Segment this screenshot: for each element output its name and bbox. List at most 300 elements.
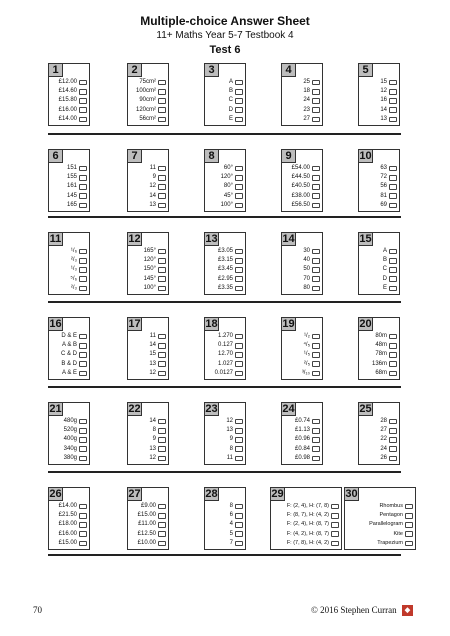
option-label: 27 [303, 115, 310, 122]
option-label: 14 [149, 342, 156, 349]
answer-bubble[interactable] [158, 193, 166, 199]
answer-bubble[interactable] [235, 541, 243, 547]
answer-bubble[interactable] [312, 89, 320, 95]
answer-bubble[interactable] [389, 184, 397, 190]
answer-bubble[interactable] [235, 531, 243, 537]
answer-bubble[interactable] [405, 513, 413, 519]
answer-bubble[interactable] [158, 334, 166, 340]
answer-bubble[interactable] [158, 107, 166, 113]
answer-options [207, 332, 243, 378]
answer-bubble[interactable] [235, 166, 243, 172]
answer-bubble[interactable] [312, 456, 320, 462]
answer-bubble[interactable] [79, 193, 87, 199]
option-label: 24 [303, 97, 310, 104]
answer-bubble[interactable] [235, 504, 243, 510]
question-number: 30 [345, 488, 358, 500]
answer-bubble[interactable] [79, 184, 87, 190]
option-label: 13 [149, 445, 156, 452]
answer-option [361, 350, 397, 359]
answer-option [361, 417, 397, 426]
question-box [270, 487, 342, 550]
answer-option [207, 182, 243, 191]
answer-bubble[interactable] [79, 352, 87, 358]
answer-bubble[interactable] [389, 166, 397, 172]
answer-option [51, 341, 87, 350]
question-number: 21 [49, 403, 62, 415]
answer-bubble[interactable] [312, 117, 320, 123]
option-label: 100° [143, 284, 156, 291]
answer-option [130, 247, 166, 256]
option-label: 520g [63, 427, 77, 434]
answer-option [130, 275, 166, 284]
answer-bubble[interactable] [79, 80, 87, 86]
answer-bubble[interactable] [389, 361, 397, 367]
option-label: 25 [303, 79, 310, 86]
answer-bubble[interactable] [312, 286, 320, 292]
answer-bubble[interactable] [312, 107, 320, 113]
option-label: B & D [61, 360, 77, 367]
answer-bubble[interactable] [158, 276, 166, 282]
answer-option [361, 115, 397, 124]
answer-bubble[interactable] [79, 446, 87, 452]
answer-bubble[interactable] [235, 117, 243, 123]
option-label: 81 [380, 192, 387, 199]
answer-option [207, 426, 243, 435]
answer-options [284, 332, 320, 378]
answer-bubble[interactable] [158, 267, 166, 273]
option-label: 56cm² [139, 115, 156, 122]
question-box [48, 63, 90, 126]
answer-bubble[interactable] [312, 361, 320, 367]
answer-bubble[interactable] [235, 446, 243, 452]
option-label: £10.00 [137, 539, 156, 546]
answer-bubble[interactable] [331, 531, 339, 537]
answer-option [130, 96, 166, 105]
answer-bubble[interactable] [235, 428, 243, 434]
answer-option [284, 115, 320, 124]
option-label: 22 [380, 436, 387, 443]
answer-bubble[interactable] [79, 276, 87, 282]
answer-bubble[interactable] [235, 107, 243, 113]
option-label: 90cm² [139, 97, 156, 104]
answer-option [347, 520, 413, 529]
answer-bubble[interactable] [158, 446, 166, 452]
answer-bubble[interactable] [158, 249, 166, 255]
answer-bubble[interactable] [235, 352, 243, 358]
answer-bubble[interactable] [79, 513, 87, 519]
answer-bubble[interactable] [389, 276, 397, 282]
option-label: 15 [380, 79, 387, 86]
answer-bubble[interactable] [312, 249, 320, 255]
question-number: 6 [48, 149, 63, 163]
answer-bubble[interactable] [158, 541, 166, 547]
answer-bubble[interactable] [158, 522, 166, 528]
option-label: 8 [229, 445, 233, 452]
option-label: 6 [229, 512, 233, 519]
answer-bubble[interactable] [235, 184, 243, 190]
answer-bubble[interactable] [79, 267, 87, 273]
answer-bubble[interactable] [79, 437, 87, 443]
answer-option [207, 511, 243, 520]
answer-bubble[interactable] [312, 419, 320, 425]
answer-option [51, 539, 87, 548]
answer-bubble[interactable] [312, 276, 320, 282]
answer-bubble[interactable] [331, 504, 339, 510]
answer-bubble[interactable] [235, 456, 243, 462]
option-label: F: (8, 7), H: (4, 2) [286, 512, 329, 519]
option-label: £14.00 [58, 115, 77, 122]
option-label: 80° [223, 183, 233, 190]
answer-bubble[interactable] [158, 531, 166, 537]
answer-bubble[interactable] [79, 175, 87, 181]
answer-bubble[interactable] [79, 419, 87, 425]
question-number: 28 [205, 488, 218, 500]
sheet-subtitle: 11+ Maths Year 5-7 Testbook 4 [156, 30, 294, 41]
option-label: 80 [303, 284, 310, 291]
answer-bubble[interactable] [158, 184, 166, 190]
question-box [204, 232, 246, 295]
answer-bubble[interactable] [79, 89, 87, 95]
answer-bubble[interactable] [389, 203, 397, 209]
answer-option [361, 445, 397, 454]
question-number: 23 [205, 403, 218, 415]
answer-options [207, 78, 243, 124]
option-label: 9 [229, 436, 233, 443]
answer-option [130, 256, 166, 265]
answer-bubble[interactable] [158, 361, 166, 367]
answer-option [51, 511, 87, 520]
answer-bubble[interactable] [389, 175, 397, 181]
answer-bubble[interactable] [389, 352, 397, 358]
option-label: 100cm² [135, 88, 156, 95]
answer-bubble[interactable] [158, 258, 166, 264]
answer-option [361, 369, 397, 378]
answer-bubble[interactable] [312, 175, 320, 181]
option-label: £15.00 [137, 512, 156, 519]
answer-bubble[interactable] [79, 428, 87, 434]
answer-option [130, 511, 166, 520]
option-label: D & E [61, 333, 77, 340]
answer-bubble[interactable] [79, 98, 87, 104]
answer-bubble[interactable] [405, 531, 413, 537]
answer-bubble[interactable] [389, 334, 397, 340]
answer-bubble[interactable] [389, 428, 397, 434]
option-label: £40.50 [291, 183, 310, 190]
option-label: 13 [149, 201, 156, 208]
answer-option [130, 341, 166, 350]
answer-bubble[interactable] [79, 504, 87, 510]
option-label: 155 [66, 174, 77, 181]
answer-bubble[interactable] [158, 437, 166, 443]
answer-bubble[interactable] [312, 428, 320, 434]
answer-options [284, 247, 320, 293]
answer-option [130, 164, 166, 173]
answer-bubble[interactable] [158, 166, 166, 172]
answer-bubble[interactable] [235, 80, 243, 86]
answer-bubble[interactable] [79, 343, 87, 349]
answer-bubble[interactable] [158, 203, 166, 209]
question-number: 29 [271, 488, 284, 500]
answer-bubble[interactable] [312, 184, 320, 190]
option-label: 480g [63, 418, 77, 425]
option-label: £0.96 [294, 436, 310, 443]
option-label: 136m [371, 360, 387, 367]
answer-bubble[interactable] [312, 446, 320, 452]
answer-options [207, 417, 243, 463]
option-label: £12.50 [137, 530, 156, 537]
answer-bubble[interactable] [331, 541, 339, 547]
answer-options [51, 332, 87, 378]
answer-bubble[interactable] [158, 456, 166, 462]
answer-option [51, 360, 87, 369]
question-number: 14 [282, 233, 295, 245]
answer-bubble[interactable] [158, 504, 166, 510]
option-label: £0.74 [294, 418, 310, 425]
option-label: 9 [152, 436, 156, 443]
answer-bubble[interactable] [405, 504, 413, 510]
answer-option [361, 341, 397, 350]
option-label: 27 [380, 427, 387, 434]
answer-options [273, 502, 339, 548]
answer-bubble[interactable] [79, 361, 87, 367]
answer-option [51, 454, 87, 463]
answer-option [130, 87, 166, 96]
question-number: 25 [359, 403, 372, 415]
answer-bubble[interactable] [235, 203, 243, 209]
answer-bubble[interactable] [79, 249, 87, 255]
answer-bubble[interactable] [312, 343, 320, 349]
answer-bubble[interactable] [389, 446, 397, 452]
answer-option [130, 284, 166, 293]
answer-bubble[interactable] [389, 98, 397, 104]
option-label: 14 [149, 418, 156, 425]
answer-bubble[interactable] [389, 419, 397, 425]
question-box [204, 149, 246, 212]
option-label: £54.00 [291, 165, 310, 172]
answer-bubble[interactable] [79, 286, 87, 292]
answer-option [361, 96, 397, 105]
answer-bubble[interactable] [389, 267, 397, 273]
answer-bubble[interactable] [312, 98, 320, 104]
answer-bubble[interactable] [235, 343, 243, 349]
answer-bubble[interactable] [389, 249, 397, 255]
answer-bubble[interactable] [389, 193, 397, 199]
answer-bubble[interactable] [389, 117, 397, 123]
answer-bubble[interactable] [235, 276, 243, 282]
answer-bubble[interactable] [158, 80, 166, 86]
option-label: 48m [375, 342, 387, 349]
answer-bubble[interactable] [312, 258, 320, 264]
answer-option [207, 87, 243, 96]
option-label: ⁵/₆ [70, 275, 77, 282]
answer-options [361, 417, 397, 463]
option-label: F: (7, 8), H: (4, 2) [286, 539, 329, 546]
option-label: 12 [149, 369, 156, 376]
answer-bubble[interactable] [79, 334, 87, 340]
question-number: 18 [205, 318, 218, 330]
option-label: 150° [143, 266, 156, 273]
option-label: C & D [60, 351, 77, 358]
answer-bubble[interactable] [312, 80, 320, 86]
answer-bubble[interactable] [79, 522, 87, 528]
answer-bubble[interactable] [389, 371, 397, 377]
answer-bubble[interactable] [158, 419, 166, 425]
answer-bubble[interactable] [389, 286, 397, 292]
answer-bubble[interactable] [389, 456, 397, 462]
answer-bubble[interactable] [235, 267, 243, 273]
answer-options [130, 247, 166, 293]
answer-option [284, 87, 320, 96]
answer-option [130, 369, 166, 378]
answer-options [361, 332, 397, 378]
answer-option [361, 106, 397, 115]
answer-bubble[interactable] [79, 117, 87, 123]
answer-bubble[interactable] [158, 98, 166, 104]
answer-option [284, 164, 320, 173]
answer-bubble[interactable] [389, 107, 397, 113]
answer-bubble[interactable] [235, 513, 243, 519]
answer-bubble[interactable] [235, 361, 243, 367]
answer-option [51, 192, 87, 201]
question-box [281, 232, 323, 295]
answer-bubble[interactable] [235, 437, 243, 443]
answer-options [207, 247, 243, 293]
answer-bubble[interactable] [79, 541, 87, 547]
answer-bubble[interactable] [312, 193, 320, 199]
answer-bubble[interactable] [79, 371, 87, 377]
answer-bubble[interactable] [312, 352, 320, 358]
answer-option [207, 530, 243, 539]
answer-bubble[interactable] [158, 117, 166, 123]
answer-bubble[interactable] [235, 522, 243, 528]
answer-bubble[interactable] [235, 98, 243, 104]
answer-option [207, 417, 243, 426]
answer-bubble[interactable] [158, 343, 166, 349]
answer-option [51, 247, 87, 256]
answer-option [284, 332, 320, 341]
option-label: 120° [143, 257, 156, 264]
answer-bubble[interactable] [158, 89, 166, 95]
question-number: 12 [128, 233, 141, 245]
question-number: 19 [282, 318, 295, 330]
option-label: 16 [380, 97, 387, 104]
answer-bubble[interactable] [158, 286, 166, 292]
answer-bubble[interactable] [235, 334, 243, 340]
answer-option [347, 530, 413, 539]
answer-bubble[interactable] [235, 89, 243, 95]
answer-bubble[interactable] [389, 80, 397, 86]
answer-bubble[interactable] [158, 352, 166, 358]
answer-bubble[interactable] [79, 107, 87, 113]
answer-option [51, 502, 87, 511]
answer-bubble[interactable] [389, 343, 397, 349]
answer-option [207, 247, 243, 256]
option-label: Parallelogram [369, 521, 403, 528]
option-label: 11 [149, 165, 156, 172]
question-box [127, 149, 169, 212]
option-label: £3.35 [217, 284, 233, 291]
option-label: Rhombus [379, 503, 403, 510]
answer-bubble[interactable] [312, 203, 320, 209]
answer-option [51, 426, 87, 435]
answer-option [51, 173, 87, 182]
answer-bubble[interactable] [158, 428, 166, 434]
answer-option [130, 332, 166, 341]
option-label: 4 [229, 521, 233, 528]
answer-bubble[interactable] [405, 522, 413, 528]
answer-option [51, 78, 87, 87]
option-label: C [382, 266, 387, 273]
answer-option [284, 265, 320, 274]
option-label: £14.00 [58, 503, 77, 510]
question-number: 5 [358, 63, 373, 77]
answer-bubble[interactable] [235, 175, 243, 181]
option-label: ¹/₂ [304, 333, 310, 340]
option-label: 8 [152, 427, 156, 434]
answer-option [130, 539, 166, 548]
answer-bubble[interactable] [79, 456, 87, 462]
answer-bubble[interactable] [235, 249, 243, 255]
answer-bubble[interactable] [158, 175, 166, 181]
answer-bubble[interactable] [79, 166, 87, 172]
answer-option [284, 182, 320, 191]
answer-bubble[interactable] [405, 541, 413, 547]
answer-bubble[interactable] [312, 371, 320, 377]
answer-bubble[interactable] [79, 258, 87, 264]
option-label: 56 [380, 183, 387, 190]
answer-bubble[interactable] [79, 531, 87, 537]
answer-option [284, 445, 320, 454]
answer-bubble[interactable] [158, 513, 166, 519]
answer-bubble[interactable] [389, 258, 397, 264]
option-label: 9 [152, 174, 156, 181]
answer-options [361, 247, 397, 293]
answer-bubble[interactable] [235, 286, 243, 292]
answer-option [207, 164, 243, 173]
answer-bubble[interactable] [158, 371, 166, 377]
answer-options [207, 502, 243, 548]
answer-bubble[interactable] [331, 513, 339, 519]
answer-bubble[interactable] [389, 437, 397, 443]
page-number: 70 [33, 605, 42, 615]
option-label: A & E [61, 369, 77, 376]
answer-option [51, 275, 87, 284]
option-label: ³/₁₀ [301, 369, 310, 376]
publisher-logo: ◆ [402, 605, 413, 616]
answer-bubble[interactable] [79, 203, 87, 209]
answer-bubble[interactable] [235, 193, 243, 199]
answer-option [284, 417, 320, 426]
answer-option [361, 78, 397, 87]
answer-bubble[interactable] [331, 522, 339, 528]
answer-option [51, 265, 87, 274]
option-label: 100° [220, 201, 233, 208]
answer-option [207, 256, 243, 265]
answer-option [207, 78, 243, 87]
answer-option [284, 256, 320, 265]
answer-bubble[interactable] [235, 419, 243, 425]
answer-bubble[interactable] [235, 371, 243, 377]
answer-bubble[interactable] [312, 437, 320, 443]
answer-bubble[interactable] [312, 166, 320, 172]
answer-option [51, 435, 87, 444]
answer-bubble[interactable] [389, 89, 397, 95]
answer-bubble[interactable] [312, 267, 320, 273]
answer-bubble[interactable] [235, 258, 243, 264]
answer-options [51, 502, 87, 548]
answer-bubble[interactable] [312, 334, 320, 340]
question-number: 27 [128, 488, 141, 500]
